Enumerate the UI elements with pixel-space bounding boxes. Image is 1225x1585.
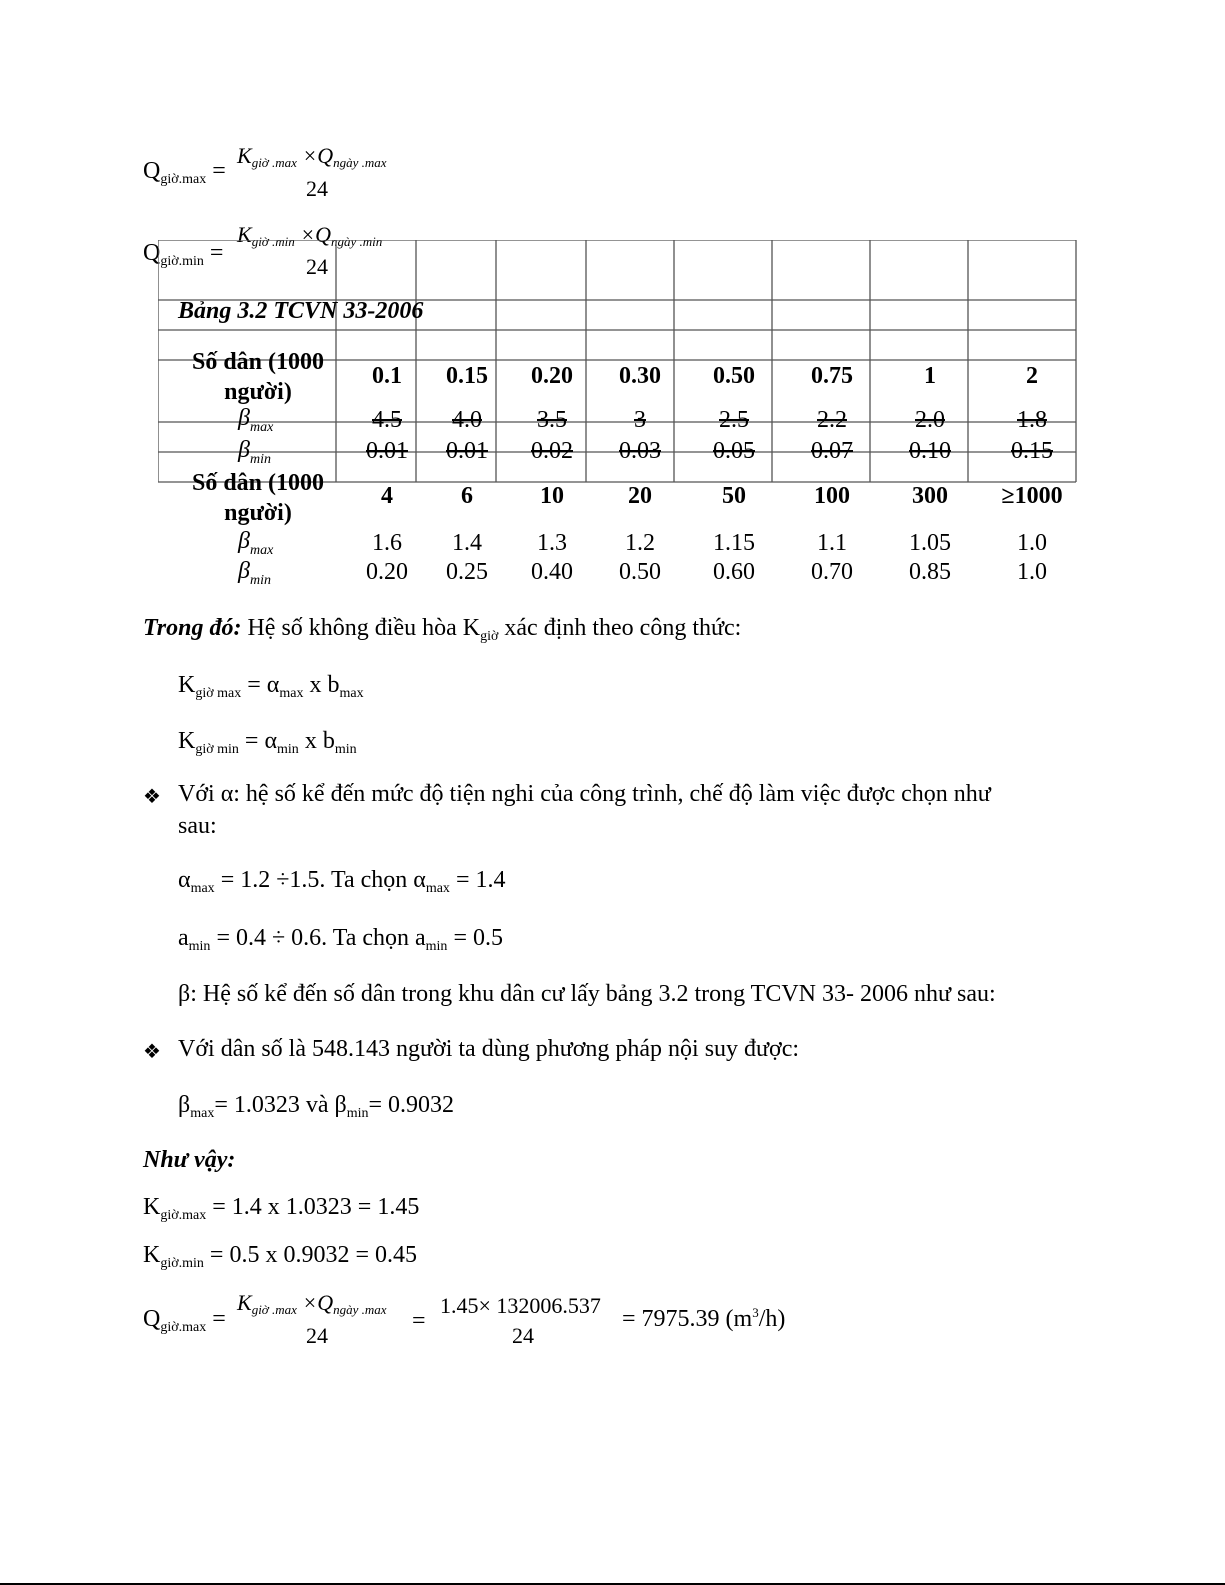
g2-population-cell-8: ≥1000	[1001, 483, 1063, 509]
g1-population-cell-7: 1	[924, 363, 936, 389]
qmin-formula-lhs: $Q_{giờ.min}$ =	[143, 240, 224, 269]
g2-population-cell-7: 300	[912, 483, 948, 509]
qmin-formula-numerator: Kgiờ .min ×Qngày .min	[237, 222, 383, 249]
g1-population-cell-5: 0.50	[713, 363, 755, 389]
g1-beta-min-cell-7: 0.10	[909, 438, 951, 464]
row-header-population-2: Số dân (1000 người)	[191, 470, 325, 526]
g1-beta-min-cell-2: 0.01	[446, 438, 488, 464]
k-max-formula: $K_{giờ max} = \alpha_{max}$ x $b_{max}$	[178, 672, 364, 701]
final-formula-denominator: 24	[306, 1323, 328, 1348]
k-min-result: $K_{giờ.min} = 0.5$ x 0.9032 = 0.45	[143, 1242, 417, 1271]
g2-beta-max-cell-8: 1.0	[1017, 530, 1047, 556]
g2-beta-min-cell-4: 0.50	[619, 559, 661, 585]
g2-population-cell-5: 50	[722, 483, 746, 509]
g2-beta-min-cell-6: 0.70	[811, 559, 853, 585]
g1-beta-min-cell-1: 0.01	[366, 438, 408, 464]
bullet-diamond-icon-2: ❖	[143, 1041, 161, 1063]
beta-max-label-2: $\beta_{max}$	[238, 528, 274, 558]
g2-beta-min-cell-7: 0.85	[909, 559, 951, 585]
g1-beta-max-cell-8: 1.8	[1017, 407, 1047, 433]
alpha-min-choice: $a_{min} = 0.4 \div 0.6$. Ta chọn $a_{min} = 0.5$	[178, 925, 503, 954]
g2-beta-max-cell-2: 1.4	[452, 530, 482, 556]
g1-beta-min-cell-3: 0.02	[531, 438, 573, 464]
qmin-formula-denominator: 24	[306, 254, 328, 279]
beta-max-label-1: $\beta_{max}$	[238, 405, 274, 435]
g1-beta-min-cell-8: 0.15	[1011, 438, 1053, 464]
g1-beta-max-cell-3: 3.5	[537, 407, 567, 433]
qmax-formula-lhs: $Q_{giờ.max}$ =	[143, 158, 226, 187]
g2-beta-max-cell-6: 1.1	[817, 530, 847, 556]
g1-beta-max-cell-5: 2.5	[719, 407, 749, 433]
alpha-description-line1: Với α: hệ số kể đến mức độ tiện nghi của công trình, chế độ làm việc được chọn như	[178, 781, 991, 807]
nhu-vay-heading: Như vậy:	[143, 1147, 236, 1173]
alpha-description-line2: sau:	[178, 813, 217, 839]
final-result: = 7975.39 $(m^3/h)$	[622, 1305, 786, 1332]
g1-beta-max-cell-6: 2.2	[817, 407, 847, 433]
g2-beta-max-cell-7: 1.05	[909, 530, 951, 556]
bullet-diamond-icon: ❖	[143, 786, 161, 808]
qmax-formula-numerator: Kgiờ .max ×Qngày .max	[237, 143, 387, 170]
g2-population-cell-2: 6	[461, 483, 473, 509]
final-formula-lhs: $Q_{giờ.max}$ =	[143, 1306, 226, 1335]
g1-population-cell-3: 0.20	[531, 363, 573, 389]
g2-beta-min-cell-8: 1.0	[1017, 559, 1047, 585]
qmax-formula-denominator: 24	[306, 176, 328, 201]
g2-population-cell-6: 100	[814, 483, 850, 509]
g1-population-cell-6: 0.75	[811, 363, 853, 389]
g2-beta-min-cell-5: 0.60	[713, 559, 755, 585]
g1-beta-max-cell-4: 3	[634, 407, 646, 433]
g2-beta-max-cell-1: 1.6	[372, 530, 402, 556]
beta-min-label-1: $\beta_{min}$	[238, 437, 271, 467]
g2-population-cell-4: 20	[628, 483, 652, 509]
g2-beta-min-cell-1: 0.20	[366, 559, 408, 585]
g1-population-cell-4: 0.30	[619, 363, 661, 389]
beta-description: β: Hệ số kể đến số dân trong khu dân cư lấy bảng 3.2 trong TCVN 33- 2006 như sau:	[178, 981, 996, 1007]
g2-beta-max-cell-3: 1.3	[537, 530, 567, 556]
g1-beta-min-cell-6: 0.07	[811, 438, 853, 464]
beta-min-label-2: $\beta_{min}$	[238, 558, 271, 588]
k-max-result: $K_{giờ.max} = 1.4$ x 1.0323 = 1.45	[143, 1194, 420, 1223]
final-numeric-numerator: 1.45× 132006.537	[440, 1293, 601, 1318]
final-numeric-denominator: 24	[512, 1323, 534, 1348]
g2-population-cell-3: 10	[540, 483, 564, 509]
g1-beta-max-cell-1: 4.5	[372, 407, 402, 433]
g2-population-cell-1: 4	[381, 483, 393, 509]
g1-population-cell-8: 2	[1026, 363, 1038, 389]
interpolation-line: Với dân số là 548.143 người ta dùng phương pháp nội suy được:	[178, 1036, 800, 1062]
g1-beta-max-cell-7: 2.0	[915, 407, 945, 433]
g2-beta-max-cell-5: 1.15	[713, 530, 755, 556]
row-header-population-1: Số dân (1000 người)	[191, 349, 325, 405]
g1-beta-min-cell-5: 0.05	[713, 438, 755, 464]
g2-beta-max-cell-4: 1.2	[625, 530, 655, 556]
beta-result: $\beta_{max}= 1.0323$ và $\beta_{min}= 0.9032$	[178, 1092, 455, 1121]
g1-population-cell-2: 0.15	[446, 363, 488, 389]
g1-beta-max-cell-2: 4.0	[452, 407, 482, 433]
k-min-formula: $K_{giờ min} = \alpha_{min}$ x $b_{min}$	[178, 728, 357, 757]
trong-do-line: Trong đó: Hệ số không điều hòa $K_{giờ}$ xác định theo công thức:	[143, 615, 742, 644]
g1-beta-min-cell-4: 0.03	[619, 438, 661, 464]
g2-beta-min-cell-3: 0.40	[531, 559, 573, 585]
final-formula-equals: =	[412, 1308, 426, 1334]
table-title: Bảng 3.2 TCVN 33-2006	[178, 298, 424, 324]
final-formula-numerator: Kgiờ .max ×Qngày .max	[237, 1290, 387, 1317]
g1-population-cell-1: 0.1	[372, 363, 402, 389]
alpha-max-choice: $\alpha_{max} = 1.2 \div 1.5$. Ta chọn $\alpha_{max} = 1.4$	[178, 867, 506, 896]
g2-beta-min-cell-2: 0.25	[446, 559, 488, 585]
